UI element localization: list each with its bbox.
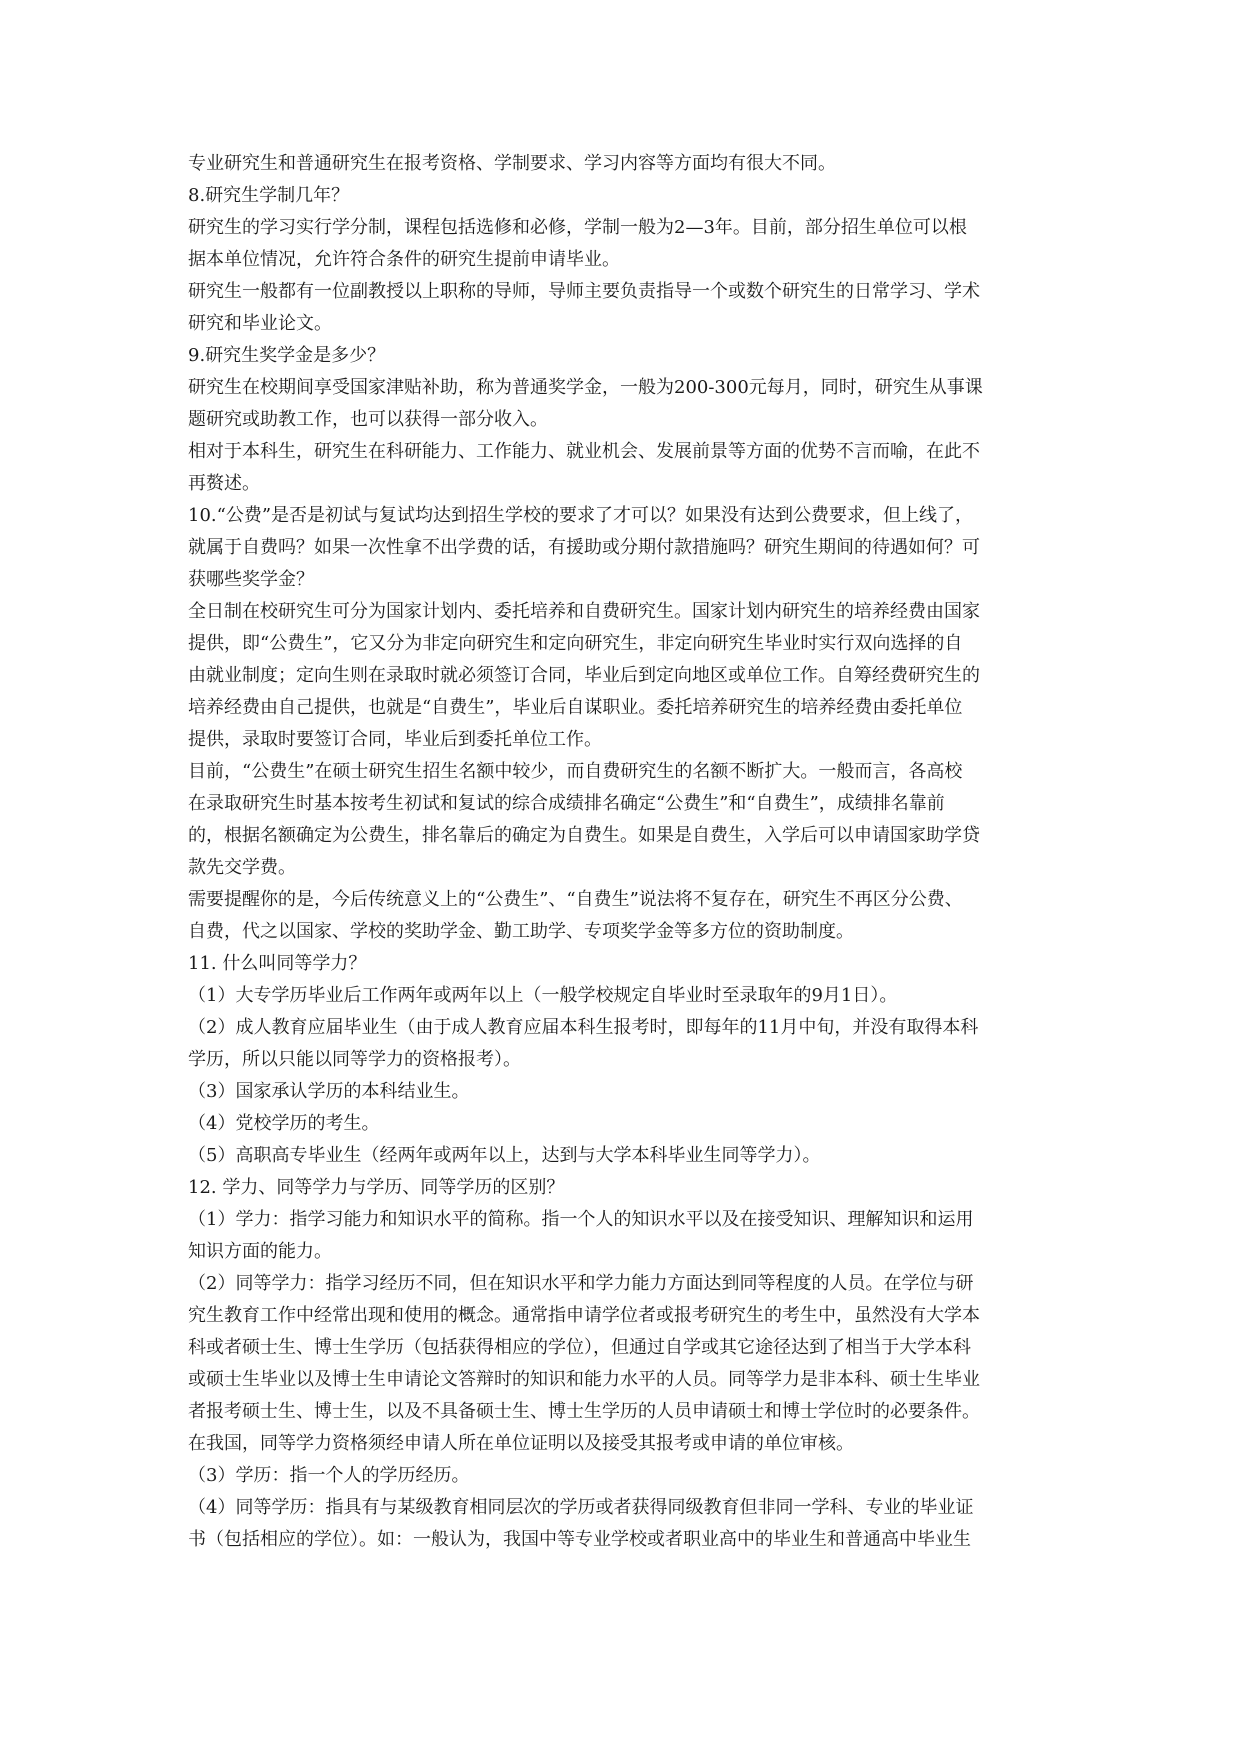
text-line: 目前，“公费生”在硕士研究生招生名额中较少，而自费研究生的名额不断扩大。一般而言，各高校 [188,761,963,782]
question-heading: 12. 学力、同等学力与学历、同等学历的区别？ [188,1177,565,1198]
list-item: 者报考硕士生、博士生，以及不具备硕士生、博士生学历的人员申请硕士和博士学位时的必要条件。 [188,1401,980,1422]
list-item: （4）同等学历：指具有与某级教育相同层次的学历或者获得同级教育但非同一学科、专业的毕业证 [188,1497,974,1518]
list-item: （1）学力：指学习能力和知识水平的简称。指一个人的知识水平以及在接受知识、理解知识和运用 [188,1209,974,1230]
question-heading: 11. 什么叫同等学力？ [188,953,367,974]
list-item: 知识方面的能力。 [188,1241,332,1262]
text-line: 提供，录取时要签订合同，毕业后到委托单位工作。 [188,729,602,750]
list-item: （5）高职高专毕业生（经两年或两年以上，达到与大学本科毕业生同等学力）。 [188,1145,821,1166]
text-line: 研究生一般都有一位副教授以上职称的导师，导师主要负责指导一个或数个研究生的日常学习、学术 [188,281,980,302]
question-heading: 9.研究生奖学金是多少？ [188,345,386,366]
text-line: 全日制在校研究生可分为国家计划内、委托培养和自费研究生。国家计划内研究生的培养经费由国家 [188,601,980,622]
text-line: 研究生在校期间享受国家津贴补助，称为普通奖学金，一般为200-300元每月，同时，研究生从事课 [188,377,983,398]
text-line: 专业研究生和普通研究生在报考资格、学制要求、学习内容等方面均有很大不同。 [188,153,836,174]
question-heading: 获哪些奖学金？ [188,569,314,590]
text-line: 研究生的学习实行学分制，课程包括选修和必修，学制一般为2—3年。目前，部分招生单位可以根 [188,217,967,238]
list-item: （4）党校学历的考生。 [188,1113,380,1134]
text-line: 款先交学费。 [188,857,296,878]
list-item: 科或者硕士生、博士生学历（包括获得相应的学位），但通过自学或其它途径达到了相当于大学本科 [188,1337,971,1358]
list-item: 书（包括相应的学位）。如：一般认为，我国中等专业学校或者职业高中的毕业生和普通高中毕业生 [188,1529,971,1550]
text-line: 据本单位情况，允许符合条件的研究生提前申请毕业。 [188,249,620,270]
list-item: 究生教育工作中经常出现和使用的概念。通常指申请学位者或报考研究生的考生中，虽然没有大学本 [188,1305,980,1326]
question-heading: 8.研究生学制几年？ [188,185,350,206]
text-line: 的，根据名额确定为公费生，排名靠后的确定为自费生。如果是自费生，入学后可以申请国家助学贷 [188,825,980,846]
list-item: 在我国，同等学力资格须经申请人所在单位证明以及接受其报考或申请的单位审核。 [188,1433,854,1454]
text-line: 培养经费由自己提供，也就是“自费生”，毕业后自谋职业。委托培养研究生的培养经费由委托单位 [188,697,963,718]
text-line: 需要提醒你的是，今后传统意义上的“公费生”、“自费生”说法将不复存在，研究生不再区分公费、 [188,889,963,910]
list-item: （2）成人教育应届毕业生（由于成人教育应届本科生报考时，即每年的11月中旬，并没有取得本科 [188,1017,979,1038]
text-line: 在录取研究生时基本按考生初试和复试的综合成绩排名确定“公费生”和“自费生”，成绩排名靠前 [188,793,945,814]
list-item: 学历，所以只能以同等学力的资格报考）。 [188,1049,521,1070]
list-item: （1）大专学历毕业后工作两年或两年以上（一般学校规定自毕业时至录取年的9月1日）。 [188,985,898,1006]
document-page [188,148,1068,1556]
text-line: 提供，即“公费生”，它又分为非定向研究生和定向研究生，非定向研究生毕业时实行双向选择的自 [188,633,963,654]
text-line: 由就业制度；定向生则在录取时就必须签订合同，毕业后到定向地区或单位工作。自筹经费研究生的 [188,665,980,686]
text-line: 再赘述。 [188,473,260,494]
text-line: 研究和毕业论文。 [188,313,332,334]
list-item: （3）国家承认学历的本科结业生。 [188,1081,470,1102]
text-line: 题研究或助教工作，也可以获得一部分收入。 [188,409,548,430]
list-item: 或硕士生毕业以及博士生申请论文答辩时的知识和能力水平的人员。同等学力是非本科、硕士生毕业 [188,1369,980,1390]
question-heading: 10.“公费”是否是初试与复试均达到招生学校的要求了才可以？如果没有达到公费要求，但上线了， [188,505,974,526]
list-item: （2）同等学力：指学习经历不同，但在知识水平和学力能力方面达到同等程度的人员。在学位与研 [188,1273,974,1294]
list-item: （3）学历：指一个人的学历经历。 [188,1465,470,1486]
text-line: 相对于本科生，研究生在科研能力、工作能力、就业机会、发展前景等方面的优势不言而喻，在此不 [188,441,980,462]
question-heading: 就属于自费吗？如果一次性拿不出学费的话，有援助或分期付款措施吗？研究生期间的待遇如何？可 [188,537,980,558]
text-line: 自费，代之以国家、学校的奖助学金、勤工助学、专项奖学金等多方位的资助制度。 [188,921,854,942]
